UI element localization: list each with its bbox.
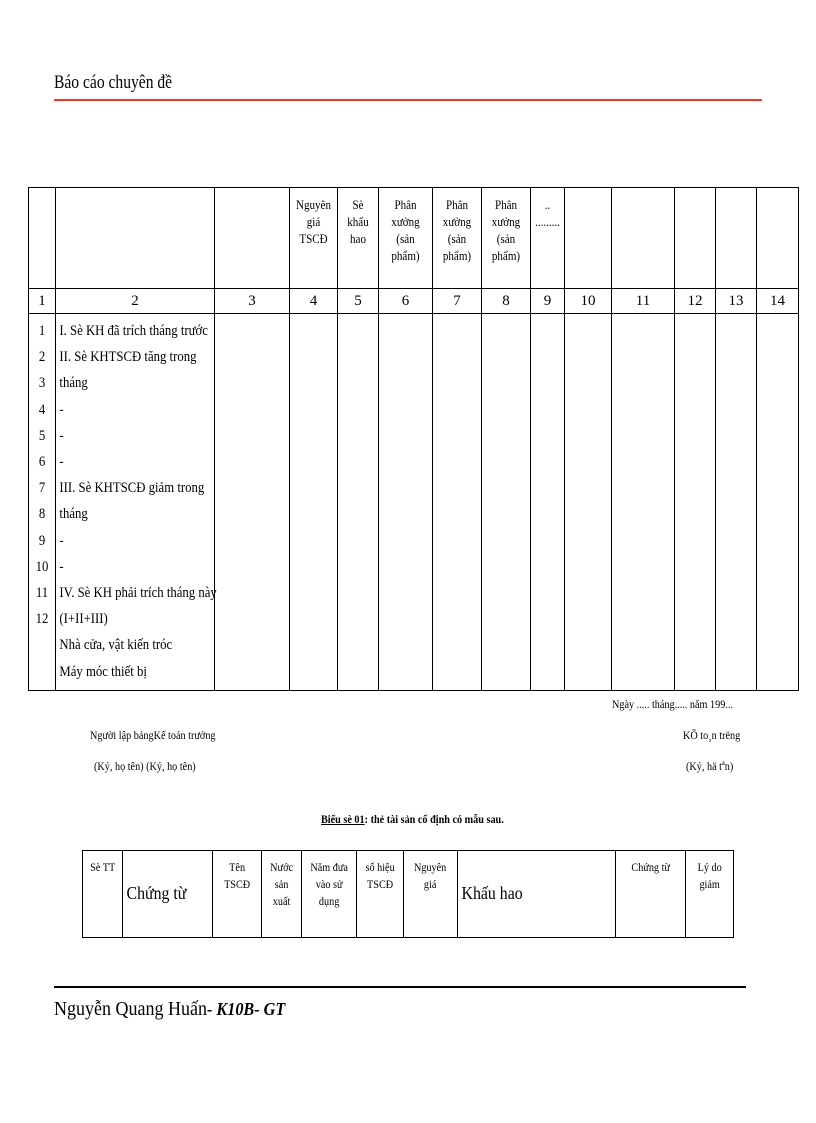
column-number: 7 xyxy=(433,289,482,314)
footer-author-name: Nguyễn Quang Huấn xyxy=(54,998,207,1020)
header-cell xyxy=(612,188,675,289)
card-header-cell: Lý do giảm xyxy=(685,851,733,938)
card-header-cell: Khấu hao xyxy=(457,851,616,938)
card-header-cell: Chứng từ xyxy=(123,851,212,938)
body-cell xyxy=(675,314,716,691)
body-cell xyxy=(612,314,675,691)
column-number: 3 xyxy=(215,289,290,314)
footer-class-code: - K10B- GT xyxy=(206,999,286,1019)
asset-card-table xyxy=(82,850,734,938)
card-header-cell: Nước sản xuất xyxy=(261,851,301,938)
column-number-row xyxy=(29,289,799,314)
header-cell: Phân xưởng (sản phẩm) xyxy=(433,188,482,289)
row-text: tháng xyxy=(59,375,88,392)
column-number: 2 xyxy=(56,289,215,314)
card-header-cell: số hiệu TSCĐ xyxy=(357,851,404,938)
header-divider xyxy=(54,99,762,101)
footer-author xyxy=(54,998,285,1021)
footer-divider xyxy=(54,986,746,988)
row-text: tháng xyxy=(59,506,88,523)
column-number: 10 xyxy=(565,289,612,314)
body-cell xyxy=(531,314,565,691)
signer-role-right: KÕ to¸n trëng xyxy=(683,728,741,742)
row-text: - xyxy=(59,401,64,418)
column-number: 12 xyxy=(675,289,716,314)
row-text: III. Sè KHTSCĐ giảm trong xyxy=(59,480,205,497)
body-cell xyxy=(482,314,531,691)
column-number: 1 xyxy=(29,289,56,314)
row-number: 7 xyxy=(38,480,46,497)
body-cell xyxy=(757,314,799,691)
header-cell: Phân xưởng (sản phẩm) xyxy=(482,188,531,289)
column-number: 13 xyxy=(716,289,757,314)
row-number: 6 xyxy=(38,454,46,471)
header-cell xyxy=(29,188,56,289)
header-cell: .. ......... xyxy=(531,188,565,289)
card-header-cell: Sè TT xyxy=(83,851,123,938)
column-number: 5 xyxy=(338,289,379,314)
column-number: 8 xyxy=(482,289,531,314)
body-cell xyxy=(338,314,379,691)
row-number: 3 xyxy=(38,375,46,392)
depreciation-table xyxy=(28,187,799,691)
column-number: 6 xyxy=(379,289,433,314)
row-text: IV. Sè KH phải trích tháng này xyxy=(59,585,217,602)
header-cell: Nguyên giá TSCĐ xyxy=(290,188,338,289)
body-cell xyxy=(379,314,433,691)
row-number: 9 xyxy=(38,532,46,549)
row-number: 12 xyxy=(35,611,49,628)
row-text: I. Sè KH đã trích tháng trước xyxy=(59,323,208,339)
header-cell: Sè khấu hao xyxy=(338,188,379,289)
row-text: - xyxy=(59,427,64,444)
header-cell xyxy=(215,188,290,289)
table-body-row xyxy=(29,314,799,691)
row-text: - xyxy=(59,454,64,471)
form-caption-label: Biểu sè 01 xyxy=(321,812,365,826)
description-column xyxy=(56,314,215,691)
form-caption-text: : thẻ tài sản cố định có mẫu sau. xyxy=(364,812,504,826)
row-number: 4 xyxy=(38,401,46,418)
row-number: 5 xyxy=(38,427,46,444)
row-number-column xyxy=(29,314,56,691)
column-number: 14 xyxy=(757,289,799,314)
header-cell: Phân xưởng (sản phẩm) xyxy=(379,188,433,289)
row-text: - xyxy=(59,532,64,549)
row-number: 10 xyxy=(35,558,49,575)
row-text: Máy móc thiết bị xyxy=(59,663,147,680)
header-cell xyxy=(565,188,612,289)
column-number: 9 xyxy=(531,289,565,314)
card-header-cell: Nguyên giá xyxy=(404,851,457,938)
row-text: (I+II+III) xyxy=(59,611,108,628)
row-text: - xyxy=(59,558,64,575)
card-header-cell: Tên TSCĐ xyxy=(212,851,261,938)
row-number: 2 xyxy=(38,349,46,366)
header-cell xyxy=(675,188,716,289)
date-line: Ngày ..... tháng..... năm 199... xyxy=(612,697,733,711)
table-header-row xyxy=(29,188,799,289)
form-caption xyxy=(321,812,504,827)
column-number: 11 xyxy=(612,289,675,314)
card-header-cell: Chứng từ xyxy=(616,851,685,938)
row-number: 1 xyxy=(38,323,46,339)
row-number: 11 xyxy=(35,585,49,602)
column-number: 4 xyxy=(290,289,338,314)
page-header-title: Báo cáo chuyên đề xyxy=(54,72,173,93)
signer-note-left: (Ký, họ tên) (Ký, họ tên) xyxy=(94,759,196,773)
signer-note-right: (Ký, hä tªn) xyxy=(686,759,734,773)
header-cell xyxy=(757,188,799,289)
row-text: Nhà cửa, vật kiến tróc xyxy=(59,637,173,654)
body-cell xyxy=(565,314,612,691)
body-cell xyxy=(290,314,338,691)
row-text: II. Sè KHTSCĐ tăng trong xyxy=(59,349,197,366)
body-cell xyxy=(215,314,290,691)
body-cell xyxy=(433,314,482,691)
header-cell xyxy=(716,188,757,289)
body-cell xyxy=(716,314,757,691)
header-cell xyxy=(56,188,215,289)
signer-roles-left: Người lập bảngKế toán trưởng xyxy=(90,728,216,742)
card-header-cell: Năm đưa vào sử dụng xyxy=(301,851,356,938)
row-number: 8 xyxy=(38,506,46,523)
